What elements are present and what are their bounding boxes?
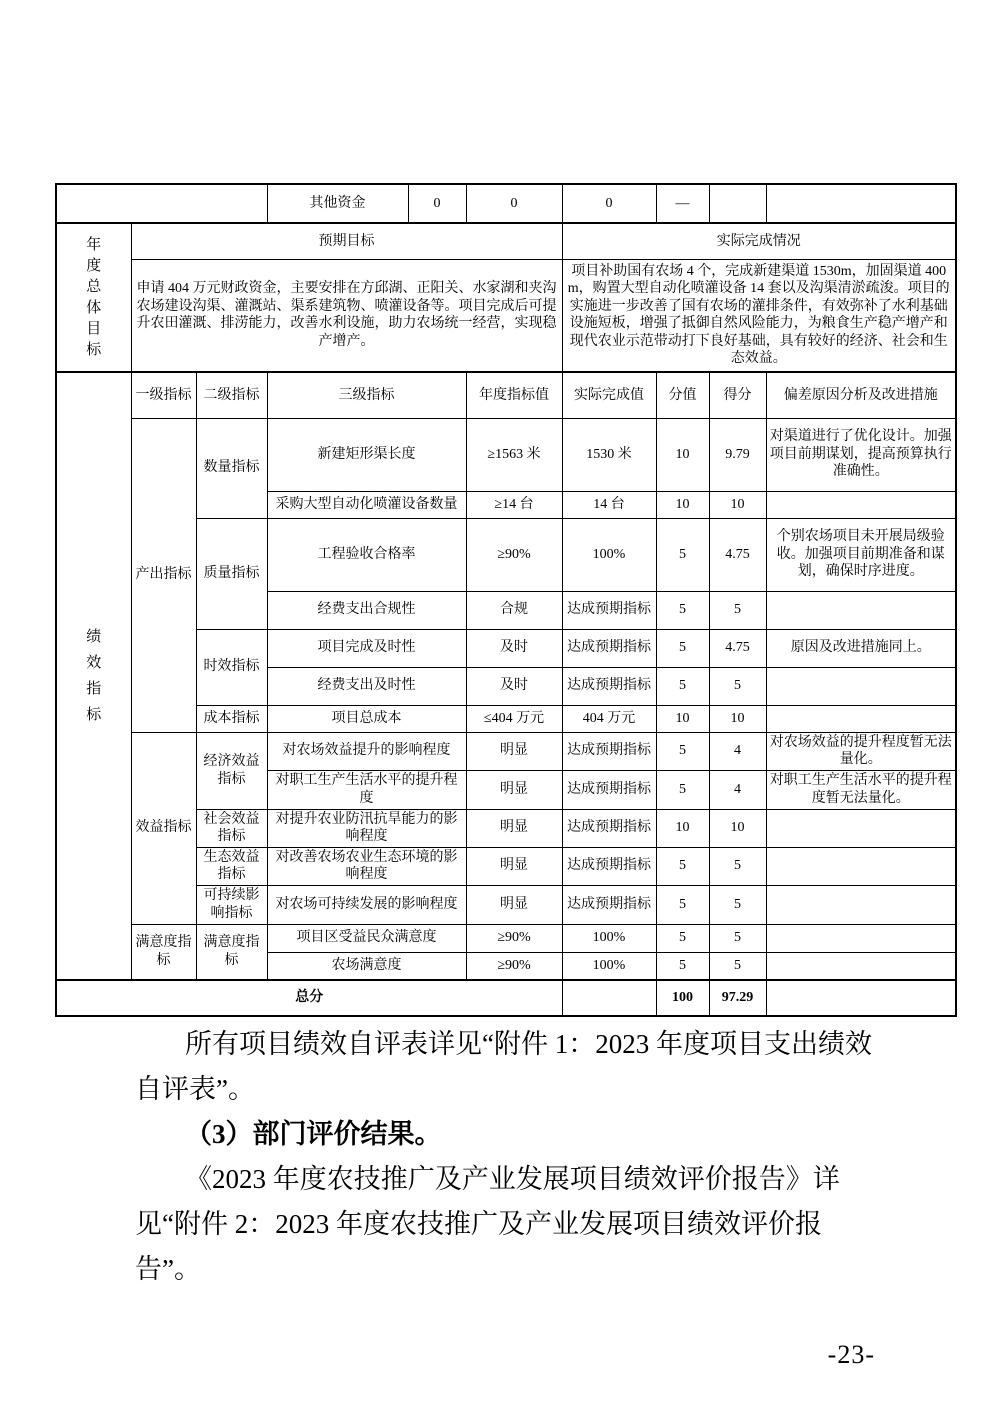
remark-cell: 对农场效益的提升程度暂无法量化。 [766, 732, 956, 770]
l3-cell: 项目区受益民众满意度 [267, 924, 466, 952]
points-cell: 5 [656, 952, 709, 980]
header-l2: 二级指标 [196, 372, 267, 418]
remark-cell [766, 809, 956, 847]
target-cell: ≤404 万元 [466, 705, 562, 732]
target-cell: 合规 [466, 591, 562, 629]
funding-executed-cell: 0 [562, 184, 656, 223]
l2-cost-cell: 成本指标 [196, 705, 267, 732]
points-cell: 10 [656, 491, 709, 518]
annual-goal-row-label: 年度总体目标 [56, 223, 131, 372]
total-points-cell: 100 [656, 980, 709, 1016]
l1-output-cell: 产出指标 [131, 418, 196, 732]
target-cell: ≥14 台 [466, 491, 562, 518]
score-cell: 5 [709, 667, 766, 705]
l2-sustainable-cell: 可持续影响指标 [196, 885, 267, 924]
total-label-cell: 总分 [56, 980, 562, 1016]
target-cell: 明显 [466, 809, 562, 847]
points-cell: 5 [656, 924, 709, 952]
l2-ecological-cell: 生态效益指标 [196, 847, 267, 885]
funding-label-cell: 其他资金 [267, 184, 408, 223]
paragraph-evaluation-report: 《2023 年度农技推广及产业发展项目绩效评价报告》详见“附件 2：2023 年度农技推广及产业发展项目绩效评价报告”。 [135, 1164, 840, 1284]
remark-cell [766, 924, 956, 952]
actual-cell: 达成预期指标 [562, 591, 656, 629]
score-cell: 4.75 [709, 518, 766, 591]
actual-cell: 达成预期指标 [562, 847, 656, 885]
points-cell: 5 [656, 847, 709, 885]
header-target: 年度指标值 [466, 372, 562, 418]
actual-cell: 达成预期指标 [562, 667, 656, 705]
score-cell: 5 [709, 591, 766, 629]
l3-cell: 项目完成及时性 [267, 629, 466, 667]
header-l3: 三级指标 [267, 372, 466, 418]
score-cell: 4 [709, 732, 766, 770]
actual-cell: 1530 米 [562, 418, 656, 491]
l3-cell: 新建矩形渠长度 [267, 418, 466, 491]
blank-cell [766, 184, 956, 223]
actual-cell: 14 台 [562, 491, 656, 518]
expected-goal-header: 预期目标 [131, 223, 562, 259]
table-row-total [56, 980, 956, 1016]
actual-cell: 100% [562, 924, 656, 952]
remark-cell: 对渠道进行了优化设计。加强项目前期谋划，提高预算执行准确性。 [766, 418, 956, 491]
points-cell: 10 [656, 809, 709, 847]
l3-cell: 采购大型自动化喷灌设备数量 [267, 491, 466, 518]
blank-cell [709, 184, 766, 223]
heading-department-evaluation: （3）部门评价结果。 [185, 1119, 442, 1149]
remark-cell [766, 491, 956, 518]
l2-satisfaction-cell: 满意度指标 [196, 924, 267, 980]
blank-cell [562, 980, 656, 1016]
target-cell: 明显 [466, 732, 562, 770]
remark-cell: 原因及改进措施同上。 [766, 629, 956, 667]
blank-cell [766, 980, 956, 1016]
target-cell: 明显 [466, 847, 562, 885]
header-remark: 偏差原因分析及改进措施 [766, 372, 956, 418]
l2-timeliness-cell: 时效指标 [196, 629, 267, 705]
l1-benefit-cell: 效益指标 [131, 732, 196, 924]
points-cell: 10 [656, 705, 709, 732]
points-cell: 10 [656, 418, 709, 491]
target-cell: 明显 [466, 885, 562, 924]
total-score-cell: 97.29 [709, 980, 766, 1016]
l3-cell: 项目总成本 [267, 705, 466, 732]
actual-cell: 达成预期指标 [562, 885, 656, 924]
l2-economic-cell: 经济效益指标 [196, 732, 267, 809]
paragraph-self-eval-note: 所有项目绩效自评表详见“附件 1：2023 年度项目支出绩效自评表”。 [135, 1029, 872, 1104]
body-text [135, 1022, 875, 1292]
table-row-annual-goal-content [56, 259, 956, 372]
remark-cell [766, 885, 956, 924]
l3-cell: 对农场可持续发展的影响程度 [267, 885, 466, 924]
l3-cell: 农场满意度 [267, 952, 466, 980]
points-cell: 5 [656, 518, 709, 591]
table-row [56, 418, 956, 491]
score-cell: 5 [709, 885, 766, 924]
table-row [56, 924, 956, 952]
target-cell: ≥90% [466, 952, 562, 980]
target-cell: ≥90% [466, 924, 562, 952]
table-row-annual-goal-header [56, 223, 956, 259]
header-points: 分值 [656, 372, 709, 418]
remark-cell [766, 705, 956, 732]
score-cell: 4.75 [709, 629, 766, 667]
score-cell: 10 [709, 705, 766, 732]
header-l1: 一级指标 [131, 372, 196, 418]
header-actual: 实际完成值 [562, 372, 656, 418]
table-row-indicator-header [56, 372, 956, 418]
remark-cell [766, 952, 956, 980]
points-cell: 5 [656, 732, 709, 770]
page-number: -23- [827, 1340, 875, 1369]
score-cell: 10 [709, 491, 766, 518]
funding-rate-cell: — [656, 184, 709, 223]
remark-cell [766, 847, 956, 885]
score-cell: 10 [709, 809, 766, 847]
score-cell: 5 [709, 847, 766, 885]
remark-cell [766, 591, 956, 629]
remark-cell: 个别农场项目未开展局级验收。加强项目前期准备和谋划，确保时序进度。 [766, 518, 956, 591]
l3-cell: 对改善农场农业生态环境的影响程度 [267, 847, 466, 885]
table-row-other-funds [56, 184, 956, 223]
actual-completion-text: 项目补助国有农场 4 个，完成新建渠道 1530m，加固渠道 400m，购置大型自动化喷灌设备 14 套以及沟渠清淤疏浚。项目的实施进一步改善了国有农场的灌排条件，有效弥补了水利基础设施短板，增强了抵御自然风险能力，为粮食生产稳产增产和现代农业示范带动打下良好基础，具有较好的经济、社会和生态效益。 [562, 259, 956, 372]
points-cell: 5 [656, 591, 709, 629]
header-score: 得分 [709, 372, 766, 418]
performance-section-label: 绩效指标 [56, 372, 131, 980]
l2-quality-cell: 质量指标 [196, 518, 267, 629]
self-evaluation-table [55, 183, 957, 1017]
target-cell: ≥90% [466, 518, 562, 591]
actual-cell: 达成预期指标 [562, 732, 656, 770]
l3-cell: 对职工生产生活水平的提升程度 [267, 770, 466, 809]
l2-social-cell: 社会效益指标 [196, 809, 267, 847]
l3-cell: 经费支出合规性 [267, 591, 466, 629]
actual-cell: 达成预期指标 [562, 770, 656, 809]
l3-cell: 经费支出及时性 [267, 667, 466, 705]
target-cell: ≥1563 米 [466, 418, 562, 491]
l2-quantity-cell: 数量指标 [196, 418, 267, 518]
l1-satisfaction-cell: 满意度指标 [131, 924, 196, 980]
l3-cell: 工程验收合格率 [267, 518, 466, 591]
remark-cell [766, 667, 956, 705]
blank-cell [56, 184, 267, 223]
l3-cell: 对提升农业防汛抗旱能力的影响程度 [267, 809, 466, 847]
actual-cell: 达成预期指标 [562, 809, 656, 847]
funding-final-cell: 0 [466, 184, 562, 223]
actual-completion-header: 实际完成情况 [562, 223, 956, 259]
actual-cell: 达成预期指标 [562, 629, 656, 667]
score-cell: 5 [709, 924, 766, 952]
actual-cell: 100% [562, 952, 656, 980]
target-cell: 明显 [466, 770, 562, 809]
points-cell: 5 [656, 667, 709, 705]
target-cell: 及时 [466, 629, 562, 667]
points-cell: 5 [656, 629, 709, 667]
target-cell: 及时 [466, 667, 562, 705]
remark-cell: 对职工生产生活水平的提升程度暂无法量化。 [766, 770, 956, 809]
table-row [56, 732, 956, 770]
actual-cell: 100% [562, 518, 656, 591]
score-cell: 9.79 [709, 418, 766, 491]
l3-cell: 对农场效益提升的影响程度 [267, 732, 466, 770]
actual-cell: 404 万元 [562, 705, 656, 732]
score-cell: 5 [709, 952, 766, 980]
points-cell: 5 [656, 885, 709, 924]
funding-budget-cell: 0 [408, 184, 466, 223]
expected-goal-text: 申请 404 万元财政资金，主要安排在方邱湖、正阳关、水家湖和夹沟农场建设沟渠、灌溉站、渠系建筑物、喷灌设备等。项目完成后可提升农田灌溉、排涝能力，改善水利设施，助力农场统一经营，实现稳产增产。 [131, 259, 562, 372]
points-cell: 5 [656, 770, 709, 809]
score-cell: 4 [709, 770, 766, 809]
